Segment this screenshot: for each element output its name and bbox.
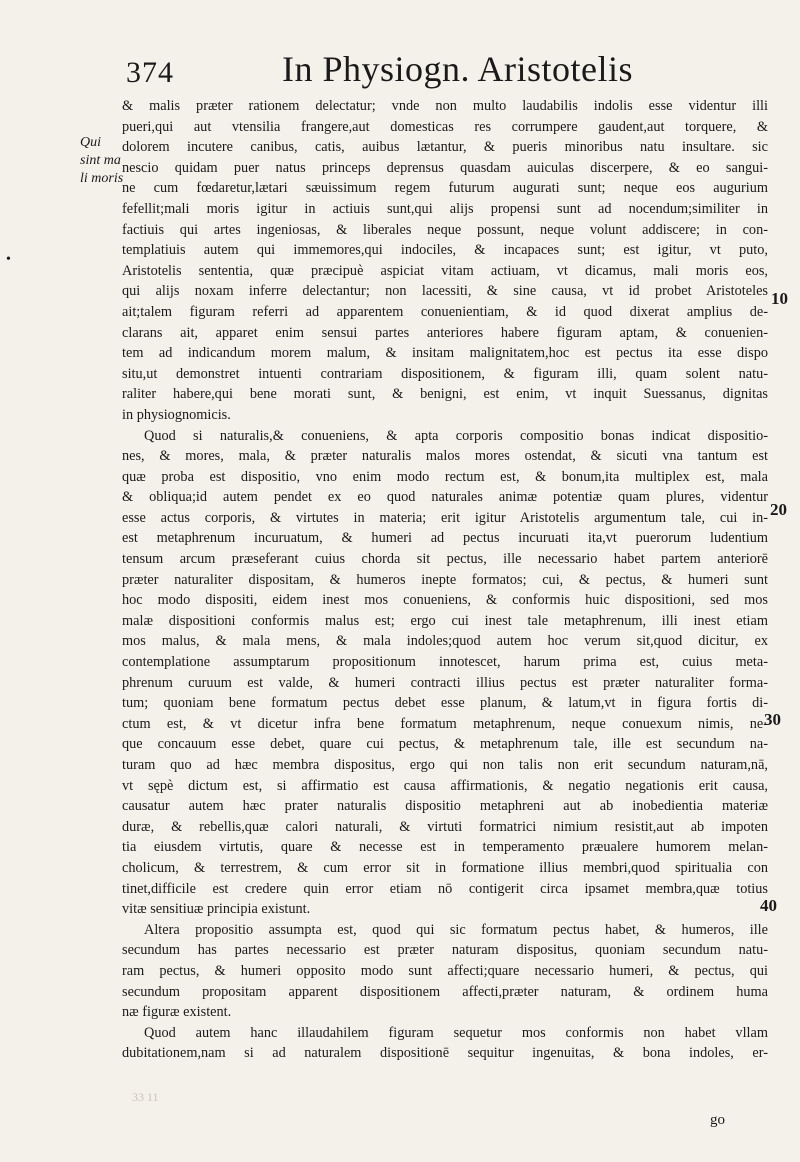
margin-note-line: li moris xyxy=(80,171,124,186)
text-line: & obliqua;id autem pendet ex eo quod naturales animæ potentiæ quam plures, videntur xyxy=(122,489,768,506)
text-line: næ figuræ existent. xyxy=(122,1004,232,1021)
text-line: hoc modo dispositi, eidem inest mos conueniens, & conformis huic dispositioni, sed mos xyxy=(122,592,768,609)
text-line: vitæ sensitiuæ principia existunt. xyxy=(122,901,311,918)
text-line: tensum arcum præseferant cuius chorda sit pectus, ille necessario habet partem anteriorē xyxy=(122,551,768,568)
text-line: tum; quoniam bene formatum pectus debet esse planum, & latum,vt in figura fortis di- xyxy=(122,695,768,712)
text-line-paragraph-start: Quod autem hanc illaudahilem figuram sequetur mos conformis non habet vllam xyxy=(144,1024,768,1041)
line-number-10: 10 xyxy=(771,289,788,308)
text-line: phrenum curuum est valde, & humeri contracti illius pectus est præter naturaliter forma- xyxy=(122,674,768,691)
text-line: ait;talem figuram referri ad apparentem conuenientiam, & id quod dixerat amplius de- xyxy=(122,303,768,320)
text-line-paragraph-start: Altera propositio assumpta est, quod qui sic formatum pectus habet, & humeros, ille xyxy=(144,921,768,938)
margin-note-line: Qui xyxy=(80,135,101,150)
page-number: 374 xyxy=(126,56,174,89)
text-line: pueri,qui aut vtensilia frangere,aut domesticas res corrumpere gaudent,aut torquere, & xyxy=(122,118,768,135)
text-line: dolorem incutere canibus, catis, auibus lætantur, & pueris minoribus natu insultare. sic xyxy=(122,139,768,156)
text-line: ram pectus, & humeri opposito modo sunt affecti;quare necessario humeri, & pectus, qui xyxy=(122,962,768,979)
text-line: factiuis qui artes ingeniosas, & liberales neque possunt, neque volunt addiscere; in con- xyxy=(122,221,768,238)
text-line: est metaphrenum incuruatum, & humeri ad pectus incuruati ita,vt puerorum ludentium xyxy=(122,530,768,547)
text-line: duræ, & rebellis,quæ calori naturali, & virtuti formatrici nimium resistit,aut ab impoten xyxy=(122,818,768,835)
text-line: in physiognomicis. xyxy=(122,406,231,423)
text-line: ne cum fœdaretur,lætari sæuissimum regem futurum augurati sunt; neque eos augurium xyxy=(122,180,768,197)
text-line: præter naturaliter dispositam, & humeros inepte formatos; cui, & pectus, & humeri sunt xyxy=(122,571,768,588)
page-header xyxy=(0,48,800,98)
text-line: clarans ait, apparet enim sensui partes anteriores habere figuram aptam, & conuenien- xyxy=(122,324,768,341)
running-title: In Physiogn. Aristotelis xyxy=(282,49,634,89)
text-line: quæ proba est dispositio, vno enim modo rectum est, & bonum,ita multiplex est, mala xyxy=(122,468,768,485)
text-line: contemplatione assumptarum propositionum innotescet, harum prima est, cuius meta- xyxy=(122,654,768,671)
text-line: nescio quidam puer natus princeps deprensus quasdam auiculas discerpere, & eo sangui- xyxy=(122,159,768,176)
text-line: tem ad indicandum morem malum, & insitam malignitatem,hoc est pectus ita esse dispo xyxy=(122,345,768,362)
catchword: go xyxy=(710,1112,725,1128)
text-line: dubitationem,nam si ad naturalem dispositionē sequitur ingenuitas, & bona indoles, er- xyxy=(122,1045,768,1062)
text-line: que concauum esse debet, quare cui pectus, & metaphrenum tale, ille est secundum na- xyxy=(122,736,768,753)
margin-note xyxy=(80,134,126,188)
text-line: tia eiusdem virtutis, quare & necesse est in temperamento præualere humorem melan- xyxy=(122,839,768,856)
margin-note-line: sint ma xyxy=(80,153,121,168)
text-line: malæ dispositioni conformis malus est; ergo cui inest tale metaphrenum, illi inest etiam xyxy=(122,612,768,629)
text-line: secundum propositam apparent dispositionem affecti,præter naturam, & ordinem huma xyxy=(122,983,768,1000)
text-line: qui alijs noxam inferre delectantur; non lacessiti, & sine causa, vt id probet Aristoteles xyxy=(122,283,768,300)
text-line: secundum has partes necessario est præter naturam dispositus, quoniam secundum natu- xyxy=(122,942,768,959)
footer-smudge: 33 11 xyxy=(132,1090,159,1104)
text-line: fefellit;mali moris igitur in actiuis sunt,qui alijs propensi sunt ad nocendum;similiter in xyxy=(122,200,768,217)
line-number-30: 30 xyxy=(764,710,781,729)
text-line: causatur autem hæc prater naturalis dispositio metaphreni aut ab inobedientia materiæ xyxy=(122,798,768,815)
line-number-20: 20 xyxy=(770,500,787,519)
text-line: turam quo ad hæc membra dispositus, ergo qui non talis non erit secundum naturam,nā, xyxy=(122,757,768,773)
text-line: vt sępè dictum est, si affirmatio est causa affirmationis, & negatio negationis erit causa, xyxy=(122,777,768,794)
text-line: esse actus corporis, & virtutes in materia; erit igitur Aristotelis argumentum tale, cui in- xyxy=(122,509,768,526)
text-line-paragraph-start: Quod si naturalis,& conueniens, & apta corporis compositio bonas indicat dispositio- xyxy=(144,427,768,444)
main-text xyxy=(122,96,768,1064)
text-line: & malis præter rationem delectatur; vnde non multo laudabilis indolis esse videntur illi xyxy=(122,98,768,114)
text-line: templatiuis autem qui immemores,qui indociles, & incapaces sunt; est igitur, vt puto, xyxy=(122,242,768,259)
line-number-40: 40 xyxy=(760,896,777,915)
text-line: nes, & mores, mala, & præter naturalis malos mores ostendat, & sicuti vna tantum est xyxy=(122,448,768,465)
text-line: situ,ut demonstret intuenti contrariam dispositionem, & figuram illi, quam solent natu- xyxy=(122,365,768,382)
text-line: raliter habere,qui bene morati sunt, & benigni, est enim, vt inquit Suessanus, dignitas xyxy=(122,386,768,403)
text-line: ctum est, & vt dicetur infra bene formatum metaphrenum, neque conuexum nimis, ne- xyxy=(122,715,768,732)
margin-bullet-icon: • xyxy=(6,252,11,267)
text-line: Aristotelis sententia, quæ præcipuè aspiciat vitam actiuam, vt dicamus, mali moris eos, xyxy=(122,262,768,279)
text-line: tinet,difficile est credere quin error etiam nō contigerit circa ipsamet membra,quæ totius xyxy=(122,880,768,897)
text-line: cholicum, & terrestrem, & cum error sit in formatione illius membri,quod spiritualia con xyxy=(122,859,768,876)
text-line: mos malus, & mala mens, & mala indoles;quod autem hoc verum sit,quod dicitur, ex xyxy=(122,633,768,650)
